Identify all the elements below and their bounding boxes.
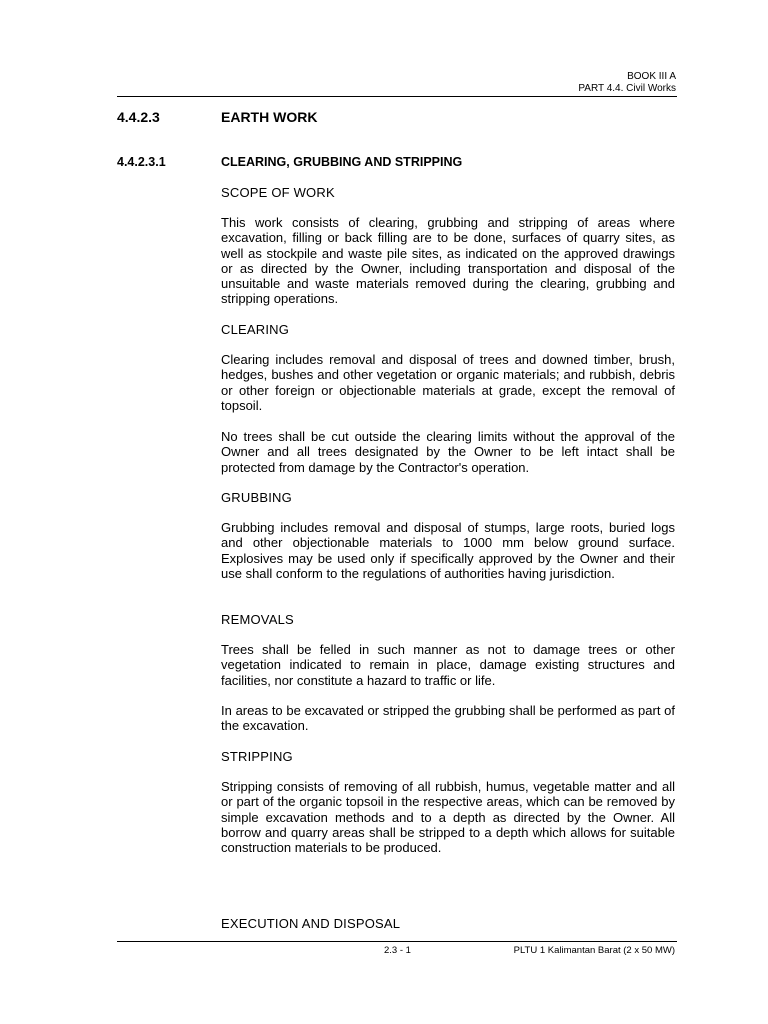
footer-project: PLTU 1 Kalimantan Barat (2 x 50 MW) xyxy=(513,945,675,956)
grubbing-heading: GRUBBING xyxy=(221,490,292,505)
subsection-title: CLEARING, GRUBBING AND STRIPPING xyxy=(221,155,463,169)
header-book: BOOK III A xyxy=(627,71,676,82)
footer-divider xyxy=(117,941,677,942)
scope-paragraph: This work consists of clearing, grubbing and stripping of areas where excavation, filling or back filling are to be done, surfaces of quarry sites, as well as stockpile and waste pile sites, as indicated on the approved drawings or as directed by the Owner, including transportation and disposal of the unsuitable and waste materials removed during the clearing, grubbing and stripping operations. xyxy=(221,215,675,307)
removals-paragraph-2: In areas to be excavated or stripped the grubbing shall be performed as part of the excavation. xyxy=(221,703,675,734)
grubbing-paragraph: Grubbing includes removal and disposal of stumps, large roots, buried logs and other objectionable materials to 1000 mm below ground surface. Explosives may be used only if specifically approved by the Owner and their use shall conform to the regulations of authorities having jurisdiction. xyxy=(221,520,675,581)
stripping-paragraph: Stripping consists of removing of all rubbish, humus, vegetable matter and all or part of the organic topsoil in the respective areas, which can be removed by simple excavation methods and to a depth as directed by the Owner. All borrow and quarry areas shall be stripped to a depth which allows for suitable construction materials to be produced. xyxy=(221,779,675,856)
scope-heading: SCOPE OF WORK xyxy=(221,185,335,200)
header-divider xyxy=(117,96,677,97)
header-part: PART 4.4. Civil Works xyxy=(578,83,676,94)
section-number: 4.4.2.3 xyxy=(117,109,160,125)
subsection-number: 4.4.2.3.1 xyxy=(117,155,166,169)
removals-heading: REMOVALS xyxy=(221,612,294,627)
removals-paragraph-1: Trees shall be felled in such manner as not to damage trees or other vegetation indicated to remain in place, damage existing structures and facilities, nor constitute a hazard to traffic or life. xyxy=(221,642,675,688)
clearing-paragraph-2: No trees shall be cut outside the clearing limits without the approval of the Owner and all trees designated by the Owner to be left intact shall be protected from damage by the Contractor's operation. xyxy=(221,429,675,475)
section-title: EARTH WORK xyxy=(221,109,318,125)
clearing-heading: CLEARING xyxy=(221,322,290,337)
footer-page-number: 2.3 - 1 xyxy=(384,945,411,956)
execution-heading: EXECUTION AND DISPOSAL xyxy=(221,916,401,931)
clearing-paragraph-1: Clearing includes removal and disposal of trees and downed timber, brush, hedges, bushes and other vegetation or organic materials; and rubbish, debris or other foreign or objectionable materials at grade, except the removal of topsoil. xyxy=(221,352,675,413)
stripping-heading: STRIPPING xyxy=(221,749,293,764)
